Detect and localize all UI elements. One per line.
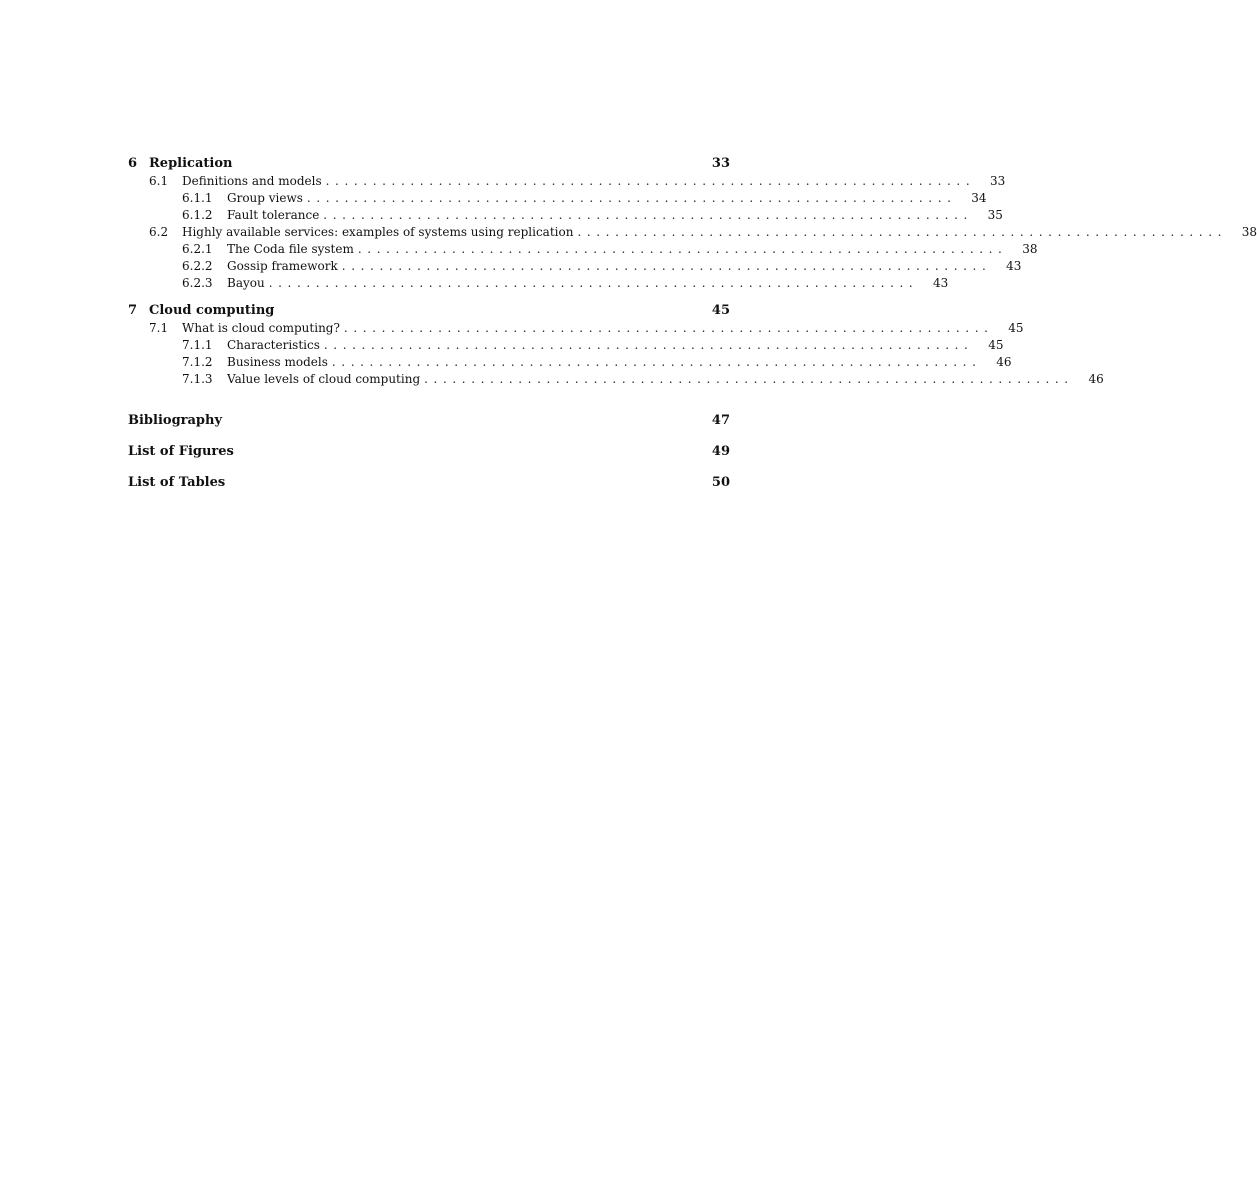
back-matter-page-number: 47 (711, 413, 730, 428)
subsection-page-number: 46 (996, 355, 1012, 369)
subsection-page-number: 38 (1022, 242, 1038, 256)
chapter-number: 6 (128, 156, 138, 171)
toc-list-of-figures-entry[interactable] (128, 443, 730, 461)
toc-subsection-entry[interactable] (128, 337, 1004, 354)
dot-leader: ..................................................................... (577, 225, 1228, 239)
toc-subsection-entry[interactable] (128, 241, 1038, 258)
subsection-title: Group views (227, 191, 303, 205)
section-number: 6.1 (149, 174, 169, 188)
subsection-number: 7.1.3 (182, 372, 213, 386)
subsection-title: Bayou (227, 276, 265, 290)
toc-chapter-entry[interactable] (128, 302, 730, 320)
toc-section-entry[interactable] (128, 320, 1024, 337)
section-page-number: 38 (1241, 225, 1257, 239)
subsection-page-number: 46 (1088, 372, 1104, 386)
back-matter-title: List of Tables (128, 475, 226, 490)
subsection-title: Value levels of cloud computing (227, 372, 421, 386)
subsection-number: 6.2.1 (182, 242, 213, 256)
chapter-title: Replication (149, 156, 233, 171)
subsection-number: 6.2.3 (182, 276, 213, 290)
section-page-number: 33 (989, 174, 1006, 188)
toc-subsection-entry[interactable] (128, 371, 1104, 388)
toc-subsection-entry[interactable] (128, 258, 1022, 275)
dot-leader: ..................................................................... (306, 191, 957, 205)
subsection-title: The Coda file system (227, 242, 354, 256)
table-of-contents (128, 155, 1257, 492)
subsection-number: 6.2.2 (182, 259, 213, 273)
section-number: 7.1 (149, 321, 169, 335)
dot-leader: ..................................................................... (357, 242, 1008, 256)
dot-leader: ..................................................................... (268, 276, 919, 290)
toc-section-entry[interactable] (128, 224, 1257, 241)
dot-leader: ..................................................................... (325, 174, 976, 188)
dot-leader: ..................................................................... (424, 372, 1074, 386)
subsection-title: Fault tolerance (227, 208, 320, 222)
subsection-number: 6.1.2 (182, 208, 213, 222)
subsection-number: 6.1.1 (182, 191, 213, 205)
section-page-number: 45 (1008, 321, 1024, 335)
subsection-page-number: 34 (971, 191, 987, 205)
subsection-number: 7.1.1 (182, 338, 213, 352)
chapter-title: Cloud computing (149, 303, 275, 318)
dot-leader: ..................................................................... (341, 259, 992, 273)
chapter-page-number: 33 (711, 156, 730, 171)
subsection-page-number: 35 (987, 208, 1003, 222)
back-matter-page-number: 50 (711, 475, 730, 490)
section-title: Highly available services: examples of systems using replication (182, 225, 574, 239)
back-matter-page-number: 49 (711, 444, 730, 459)
back-matter-title: List of Figures (128, 444, 234, 459)
section-number: 6.2 (149, 225, 169, 239)
toc-subsection-entry[interactable] (128, 354, 1012, 371)
dot-leader: ..................................................................... (331, 355, 982, 369)
chapter-page-number: 45 (711, 303, 730, 318)
back-matter-title: Bibliography (128, 413, 223, 428)
subsection-page-number: 45 (988, 338, 1004, 352)
toc-subsection-entry[interactable] (128, 207, 1003, 224)
toc-chapter-entry[interactable] (128, 155, 730, 173)
subsection-page-number: 43 (933, 276, 949, 290)
subsection-title: Characteristics (227, 338, 320, 352)
subsection-number: 7.1.2 (182, 355, 213, 369)
toc-subsection-entry[interactable] (128, 190, 987, 207)
toc-section-entry[interactable] (128, 173, 1006, 190)
dot-leader: ..................................................................... (323, 338, 974, 352)
subsection-page-number: 43 (1006, 259, 1022, 273)
toc-subsection-entry[interactable] (128, 275, 949, 292)
section-title: What is cloud computing? (182, 321, 340, 335)
dot-leader: ..................................................................... (343, 321, 994, 335)
toc-bibliography-entry[interactable] (128, 412, 730, 430)
subsection-title: Business models (227, 355, 328, 369)
subsection-title: Gossip framework (227, 259, 338, 273)
toc-list-of-tables-entry[interactable] (128, 474, 730, 492)
dot-leader: ..................................................................... (323, 208, 973, 222)
section-title: Definitions and models (182, 174, 322, 188)
chapter-number: 7 (128, 303, 138, 318)
